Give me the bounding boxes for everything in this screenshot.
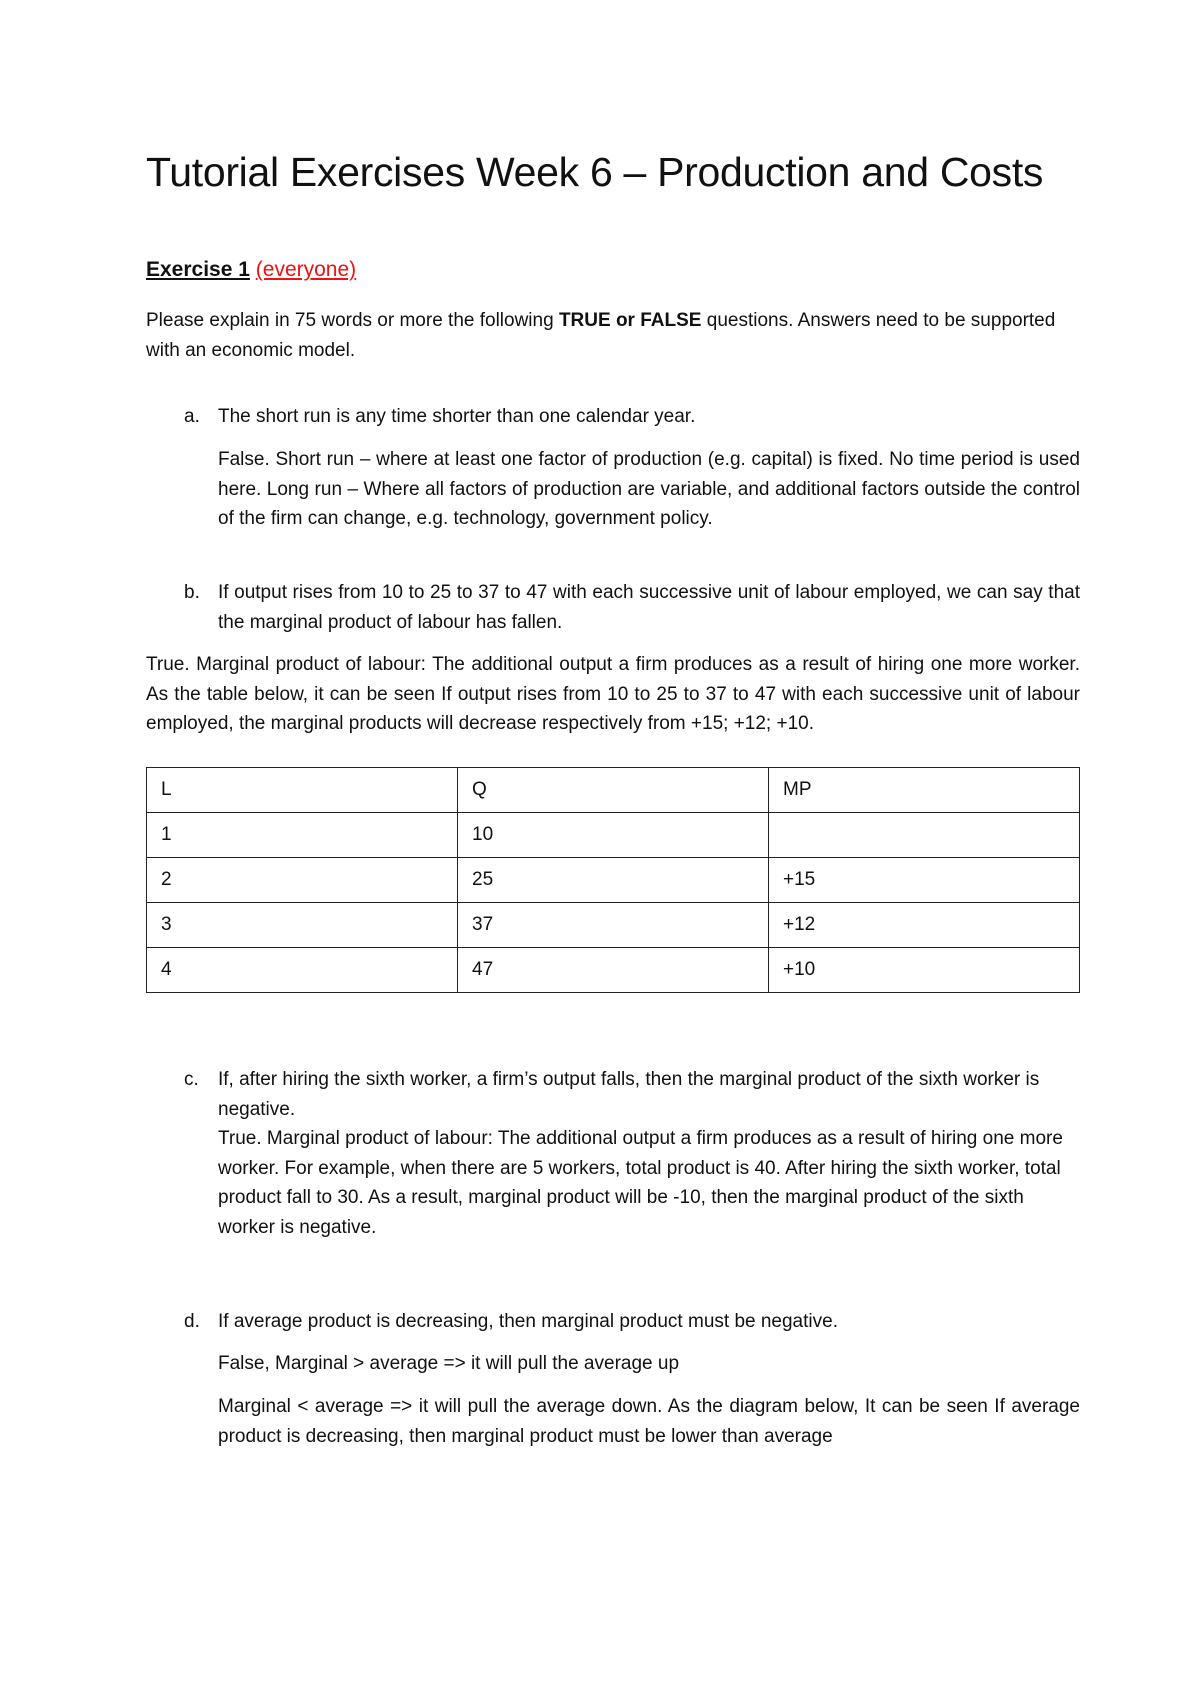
table-cell: 4 [147, 948, 458, 993]
table-cell: 2 [147, 858, 458, 903]
question-d-text: If average product is decreasing, then marginal product must be negative. [218, 1311, 838, 1332]
question-c-answer: True. Marginal product of labour: The additional output a firm produces as a result of hiring one more worker. For example, when there are 5 workers, total product is 40. After hiring the sixth worker, total product fall to 30. As a result, marginal product will be -10, then the marginal product of the sixth worker is negative. [218, 1128, 1063, 1238]
table-header-row [147, 768, 1080, 813]
marginal-product-table [146, 767, 1080, 993]
exercise-heading [146, 258, 356, 282]
question-b-text: If output rises from 10 to 25 to 37 to 47 with each successive unit of labour employed, we can say that the marginal product of labour has fallen. [218, 582, 1080, 633]
table-cell: 47 [458, 948, 769, 993]
question-d-answer-2: Marginal < average => it will pull the average down. As the diagram below, It can be seen If average product is decreasing, then marginal product must be lower than average [218, 1396, 1080, 1447]
question-a-label: a. [184, 406, 200, 427]
question-d-answer-1: False, Marginal > average => it will pull the average up [218, 1353, 680, 1374]
table-row [147, 948, 1080, 993]
table-header: MP [769, 768, 1080, 813]
table-cell: +15 [769, 858, 1080, 903]
page-title: Tutorial Exercises Week 6 – Production and Costs [146, 149, 1044, 195]
intro-paragraph: Please explain in 75 words or more the following TRUE or FALSE questions. Answers need to be supported with an economic model. [146, 310, 1056, 361]
question-b-answer: True. Marginal product of labour: The additional output a firm produces as a result of hiring one more worker. As the table below, it can be seen If output rises from 10 to 25 to 37 to 47 with each successive unit of labour employed, the marginal products will decrease respectively from +15; +12; +10. [146, 654, 1080, 734]
table-cell: +10 [769, 948, 1080, 993]
exercise-label: Exercise 1 [146, 258, 250, 281]
table-cell: 10 [458, 813, 769, 858]
table-cell: 37 [458, 903, 769, 948]
question-c-label: c. [184, 1069, 199, 1090]
table-header: Q [458, 768, 769, 813]
question-d-label: d. [184, 1311, 200, 1332]
table-cell: +12 [769, 903, 1080, 948]
table-cell: 1 [147, 813, 458, 858]
table-header: L [147, 768, 458, 813]
exercise-tag: (everyone) [255, 258, 357, 281]
true-false-emphasis: TRUE or FALSE [558, 310, 702, 331]
table-cell: 25 [458, 858, 769, 903]
question-c-text: If, after hiring the sixth worker, a firm’s output falls, then the marginal product of the sixth worker is negative. [218, 1069, 1040, 1120]
table-row [147, 903, 1080, 948]
table-row [147, 858, 1080, 903]
table-row [147, 813, 1080, 858]
question-a-answer: False. Short run – where at least one factor of production (e.g. capital) is fixed. No time period is used here. Long run – Where all factors of production are variable, and additional factors outside the control of the firm can change, e.g. technology, government policy. [218, 449, 1080, 529]
question-a-text: The short run is any time shorter than one calendar year. [218, 406, 696, 427]
table-cell [769, 813, 1080, 858]
table-cell: 3 [147, 903, 458, 948]
question-b-label: b. [184, 582, 200, 603]
